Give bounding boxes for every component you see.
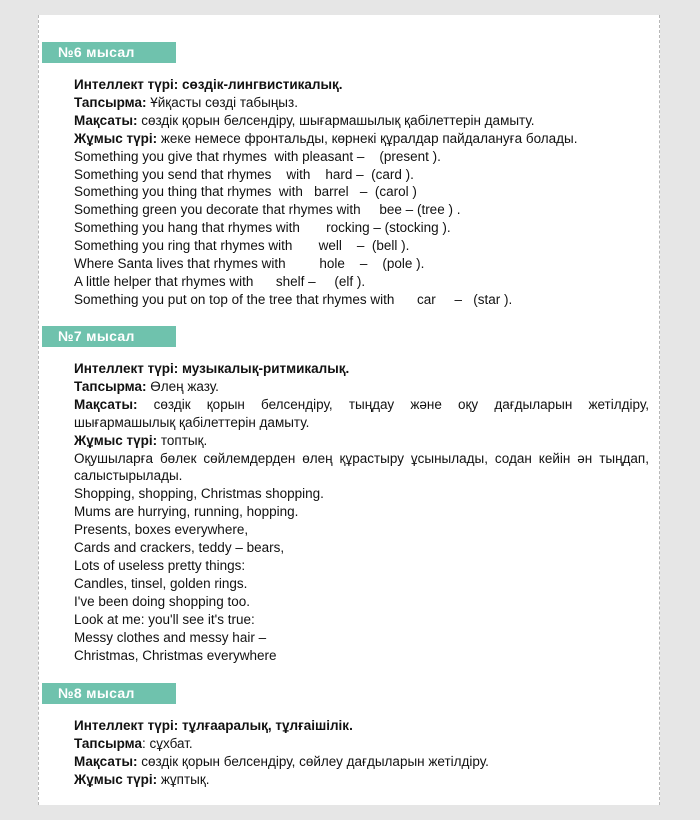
section-body xyxy=(74,360,649,664)
intellect-line xyxy=(74,717,649,735)
goal-line xyxy=(74,112,649,130)
goal-label: Мақсаты: xyxy=(74,112,142,128)
work-value: жеке немесе фронтальды, көрнекі құралдар пайдалануға болады. xyxy=(160,130,578,146)
work-label: Жұмыс түрі: xyxy=(74,130,161,146)
task-value: : сұхбат. xyxy=(142,735,193,751)
goal-value: сөздік қорын белсендіру, шығармашылық қабілеттерін дамыту. xyxy=(141,112,535,128)
intellect-value: тұлғааралық, тұлғаішілік. xyxy=(181,718,353,733)
poem-line: Candles, tinsel, golden rings. xyxy=(74,575,248,591)
document-page xyxy=(38,15,660,805)
poem-line: Christmas, Christmas everywhere xyxy=(74,647,277,663)
task-label: Тапсырма xyxy=(74,735,142,751)
rhyme-line: Something you hang that rhymes with rocking – (stocking ). xyxy=(74,220,451,236)
goal-label: Мақсаты: xyxy=(74,396,154,412)
intellect-value: музыкалық-ритмикалық. xyxy=(181,361,350,376)
section-body xyxy=(74,717,649,789)
goal-label: Мақсаты: xyxy=(74,753,142,769)
rhyme-line: Something you thing that rhymes with barrel – (carol ) xyxy=(74,184,417,200)
work-line xyxy=(74,771,649,789)
work-value: жұптық. xyxy=(160,771,210,787)
work-value: топтық. xyxy=(160,432,208,448)
rhyme-line: Something green you decorate that rhymes with bee – (tree ) . xyxy=(74,202,461,218)
work-line xyxy=(74,432,649,450)
intellect-label: Интеллект түрі: xyxy=(74,77,182,92)
intellect-label: Интеллект түрі: xyxy=(74,718,182,733)
intellect-label: Интеллект түрі: xyxy=(74,361,182,376)
intellect-line xyxy=(74,360,649,378)
goal-line xyxy=(74,753,649,771)
poem-line: Messy clothes and messy hair – xyxy=(74,629,267,645)
work-label: Жұмыс түрі: xyxy=(74,432,161,448)
poem-line: Look at me: you'll see it's true: xyxy=(74,611,255,627)
task-line xyxy=(74,94,649,112)
poem-line: Cards and crackers, teddy – bears, xyxy=(74,540,285,556)
task-label: Тапсырма: xyxy=(74,94,151,110)
poem-line: Presents, boxes everywhere, xyxy=(74,522,249,538)
poem-line: Mums are hurrying, running, hopping. xyxy=(74,504,299,520)
rhyme-line: Something you ring that rhymes with well – (bell ). xyxy=(74,238,410,254)
rhyme-line: Something you send that rhymes with hard – (card ). xyxy=(74,166,414,182)
section-tag: №6 мысал xyxy=(42,42,176,63)
rhyme-line: Where Santa lives that rhymes with hole – (pole ). xyxy=(74,256,425,272)
section-body xyxy=(74,76,649,309)
task-line xyxy=(74,378,649,396)
rhyme-line: Something you give that rhymes with pleasant – (present ). xyxy=(74,148,441,164)
goal-value: сөздік қорын белсендіру, сөйлеу дағдыларын жетілдіру. xyxy=(141,753,489,769)
task-label: Тапсырма: xyxy=(74,378,151,394)
goal-value: сөздік қорын белсендіру, тыңдау және оқу дағдыларын жетілдіру, шығармашылық қабілеттерін дамыту. xyxy=(74,396,649,430)
task-value: Ұйқасты сөзді табыңыз. xyxy=(150,94,298,110)
intellect-line xyxy=(74,76,649,94)
section-tag: №8 мысал xyxy=(42,683,176,704)
goal-line xyxy=(74,396,649,432)
section-tag: №7 мысал xyxy=(42,326,176,347)
rhyme-line: A little helper that rhymes with shelf – (elf ). xyxy=(74,273,366,289)
work-label: Жұмыс түрі: xyxy=(74,771,161,787)
task-value: Өлең жазу. xyxy=(150,378,219,394)
poem-line: Shopping, shopping, Christmas shopping. xyxy=(74,486,324,502)
instruction-paragraph: Оқушыларға бөлек сөйлемдерден өлең құрастыру ұсынылады, содан кейін ән тыңдап, салыстырылады. xyxy=(74,450,649,484)
intellect-value: сөздік-лингвистикалық. xyxy=(181,77,343,92)
poem-line: Lots of useless pretty things: xyxy=(74,557,246,573)
rhyme-line: Something you put on top of the tree that rhymes with car – (star ). xyxy=(74,291,513,307)
poem-line: I've been doing shopping too. xyxy=(74,593,250,609)
task-line xyxy=(74,735,649,753)
work-line xyxy=(74,130,649,148)
